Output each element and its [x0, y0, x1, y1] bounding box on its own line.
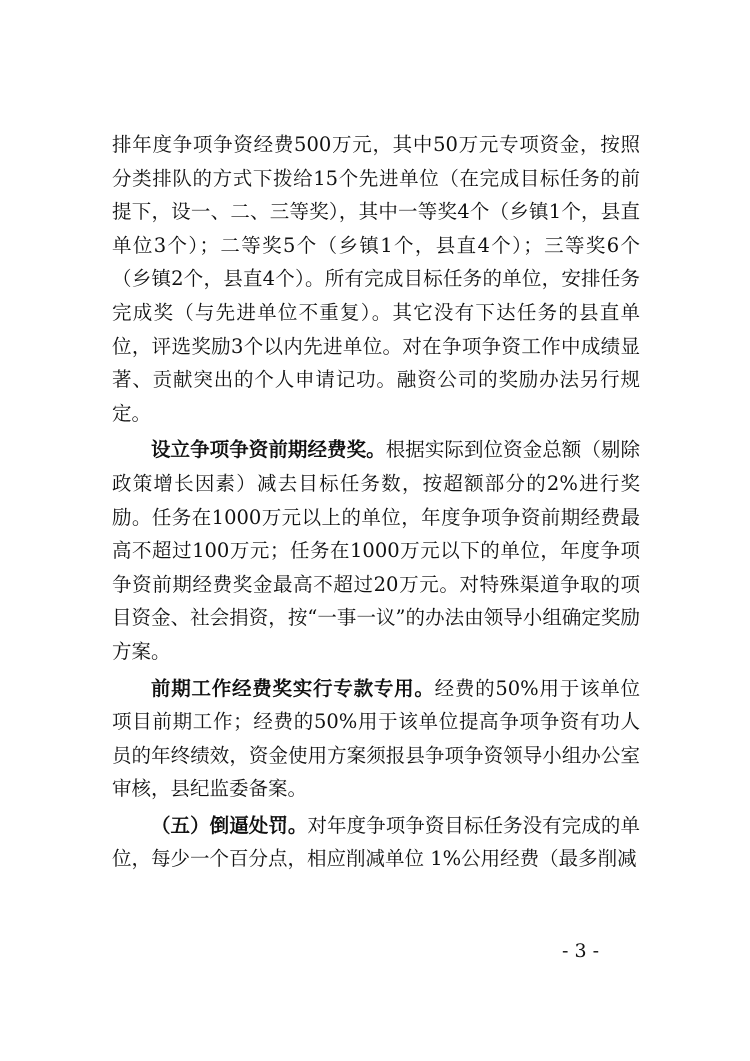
paragraph-heading: 设立争项争资前期经费奖。 — [151, 438, 386, 462]
paragraph-text: 经费的50%用于该单位项目前期工作；经费的50%用于该单位提高争项争资有功人员的年终绩效，资金使用方案须报县争项争资领导小组办公室审核，县纪监委备案。 — [112, 676, 640, 801]
paragraph-penalty — [112, 809, 640, 876]
paragraph-text: 排年度争项争资经费500万元，其中50万元专项资金，按照分类排队的方式下拨给15个先进单位（在完成目标任务的前提下，设一、二、三等奖），其中一等奖4个（乡镇1个，县直单位3个）；二等奖5个（乡镇1个，县直4个）；三等奖6个（乡镇2个，县直4个）。所有完成目标任务的单位，安排任务完成奖（与先进单位不重复）。其它没有下达任务的县直单位，评选奖励3个以内先进单位。对在争项争资工作中成绩显著、贡献突出的个人申请记功。融资公司的奖励办法另行规定。 — [112, 133, 640, 425]
section-heading: （五）倒逼处罚。 — [151, 813, 308, 837]
paragraph-heading: 前期工作经费奖实行专款专用。 — [151, 676, 435, 700]
paragraph-text: 对年度争项争资目标任务没有完成的单位，每少一个百分点，相应削减单位 1%公用经费（最多削减 — [112, 813, 640, 871]
paragraph-preliminary-fund-award — [112, 433, 640, 668]
paragraph-award-allocation — [112, 128, 640, 430]
page-number: - 3 - — [562, 940, 600, 962]
paragraph-earmarked-funds — [112, 672, 640, 806]
document-body — [112, 128, 640, 876]
paragraph-text: 根据实际到位资金总额（剔除政策增长因素）减去目标任务数，按超额部分的2%进行奖励。任务在1000万元以上的单位，年度争项争资前期经费最高不超过100万元；任务在1000万元以下的单位，年度争项争资前期经费奖金最高不超过20万元。对特殊渠道争取的项目资金、社会捐资，按“一事一议”的办法由领导小组确定奖励方案。 — [112, 438, 640, 663]
